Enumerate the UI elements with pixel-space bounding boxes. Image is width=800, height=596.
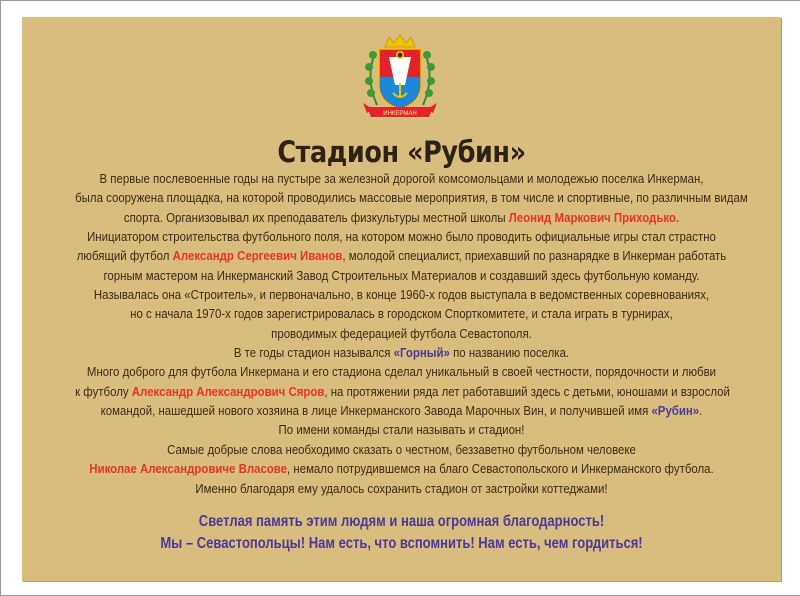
text-segment: , на протяжении ряда лет работавший здесь с детьми, юношами и взрослой	[324, 383, 730, 399]
text-line	[75, 285, 728, 304]
closing-statement	[22, 511, 781, 555]
text-line	[75, 246, 728, 265]
text-segment: В те годы стадион назывался	[233, 345, 394, 361]
highlighted-name: Леонид Маркович Приходько.	[508, 209, 680, 225]
text-line	[75, 227, 728, 246]
highlighted-name: Александр Сергеевич Иванов	[172, 248, 343, 264]
text-segment: , немало потрудившемся на благо Севастопольского и Инкерманского футбола.	[287, 461, 714, 477]
text-segment: Много доброго для футбола Инкермана и его стадиона сделал уникальный в своей честности, порядочности и любви	[86, 364, 717, 380]
text-segment: спорта. Организовывал их преподаватель физкультуры местной школы	[123, 209, 509, 225]
text-segment: Самые добрые слова необходимо сказать о честном, беззаветно футбольном человеке	[167, 441, 636, 457]
text-segment: .	[699, 403, 703, 419]
text-segment: горным мастером на Инкерманский Завод Строительных Материалов и создавший здесь футбольную команду.	[103, 267, 700, 283]
text-segment: была сооружена площадка, на которой проводились массовые мероприятия, в том числе и спортивные, по различным видам	[75, 190, 748, 206]
closing-line-2: Мы – Севастопольцы! Нам есть, что вспомнить! Нам есть, чем гордиться!	[160, 535, 643, 552]
text-segment: по названию поселка.	[449, 345, 570, 361]
text-line	[75, 479, 728, 498]
text-segment: проводимых федерацией футбола Севастополя.	[271, 325, 532, 341]
text-line	[75, 304, 728, 323]
coat-of-arms-icon	[361, 33, 439, 125]
svg-text:ИНКЕРМАН: ИНКЕРМАН	[383, 111, 417, 117]
text-line	[75, 401, 728, 420]
closing-line-1: Светлая память этим людям и наша огромная благодарность!	[198, 513, 605, 530]
text-line	[75, 169, 728, 188]
text-segment: В первые послевоенные годы на пустыре за железной дорогой комсомольцами и молодежью поселка Инкерман,	[99, 171, 704, 186]
highlighted-name: Александр Александрович Сяров	[131, 383, 325, 399]
text-line	[75, 459, 728, 478]
text-line	[75, 343, 728, 362]
text-line	[75, 188, 748, 207]
text-segment: Называлась она «Строитель», и первоначально, в конце 1960-х годов выступала в ведомственных соревнованиях,	[93, 287, 710, 303]
text-line	[75, 382, 728, 401]
history-text	[22, 169, 781, 498]
text-line	[75, 266, 728, 285]
text-line	[75, 362, 728, 381]
page-title: Стадион «Рубин»	[277, 135, 526, 169]
text-segment: По имени команды стали называть и стадион!	[278, 422, 525, 438]
text-line	[75, 440, 728, 459]
text-segment: к футболу	[75, 383, 132, 399]
text-segment: Инициатором строительства футбольного поля, на котором можно было проводить официальные игры стал страстно	[87, 229, 716, 245]
memorial-plaque	[22, 17, 781, 581]
text-line	[75, 324, 728, 343]
text-segment: , молодой специалист, приехавший по разнарядке в Инкерман работать	[342, 248, 727, 264]
text-line	[75, 420, 728, 439]
highlighted-name: Николае Александровиче Власове	[89, 461, 288, 477]
text-segment: командой, нашедшей нового хозяина в лице Инкерманского Завода Марочных Вин, и получившей имя	[100, 403, 652, 419]
text-line	[75, 208, 728, 227]
text-segment: любящий футбол	[76, 248, 173, 264]
highlighted-name: «Горный»	[393, 345, 450, 361]
text-segment: но с начала 1970-х годов зарегистрировалась в городском Спорткомитете, и стала играть в турнирах,	[130, 306, 673, 322]
text-segment: Именно благодаря ему удалось сохранить стадион от застройки коттеджами!	[195, 480, 608, 496]
highlighted-name: «Рубин»	[651, 403, 700, 419]
